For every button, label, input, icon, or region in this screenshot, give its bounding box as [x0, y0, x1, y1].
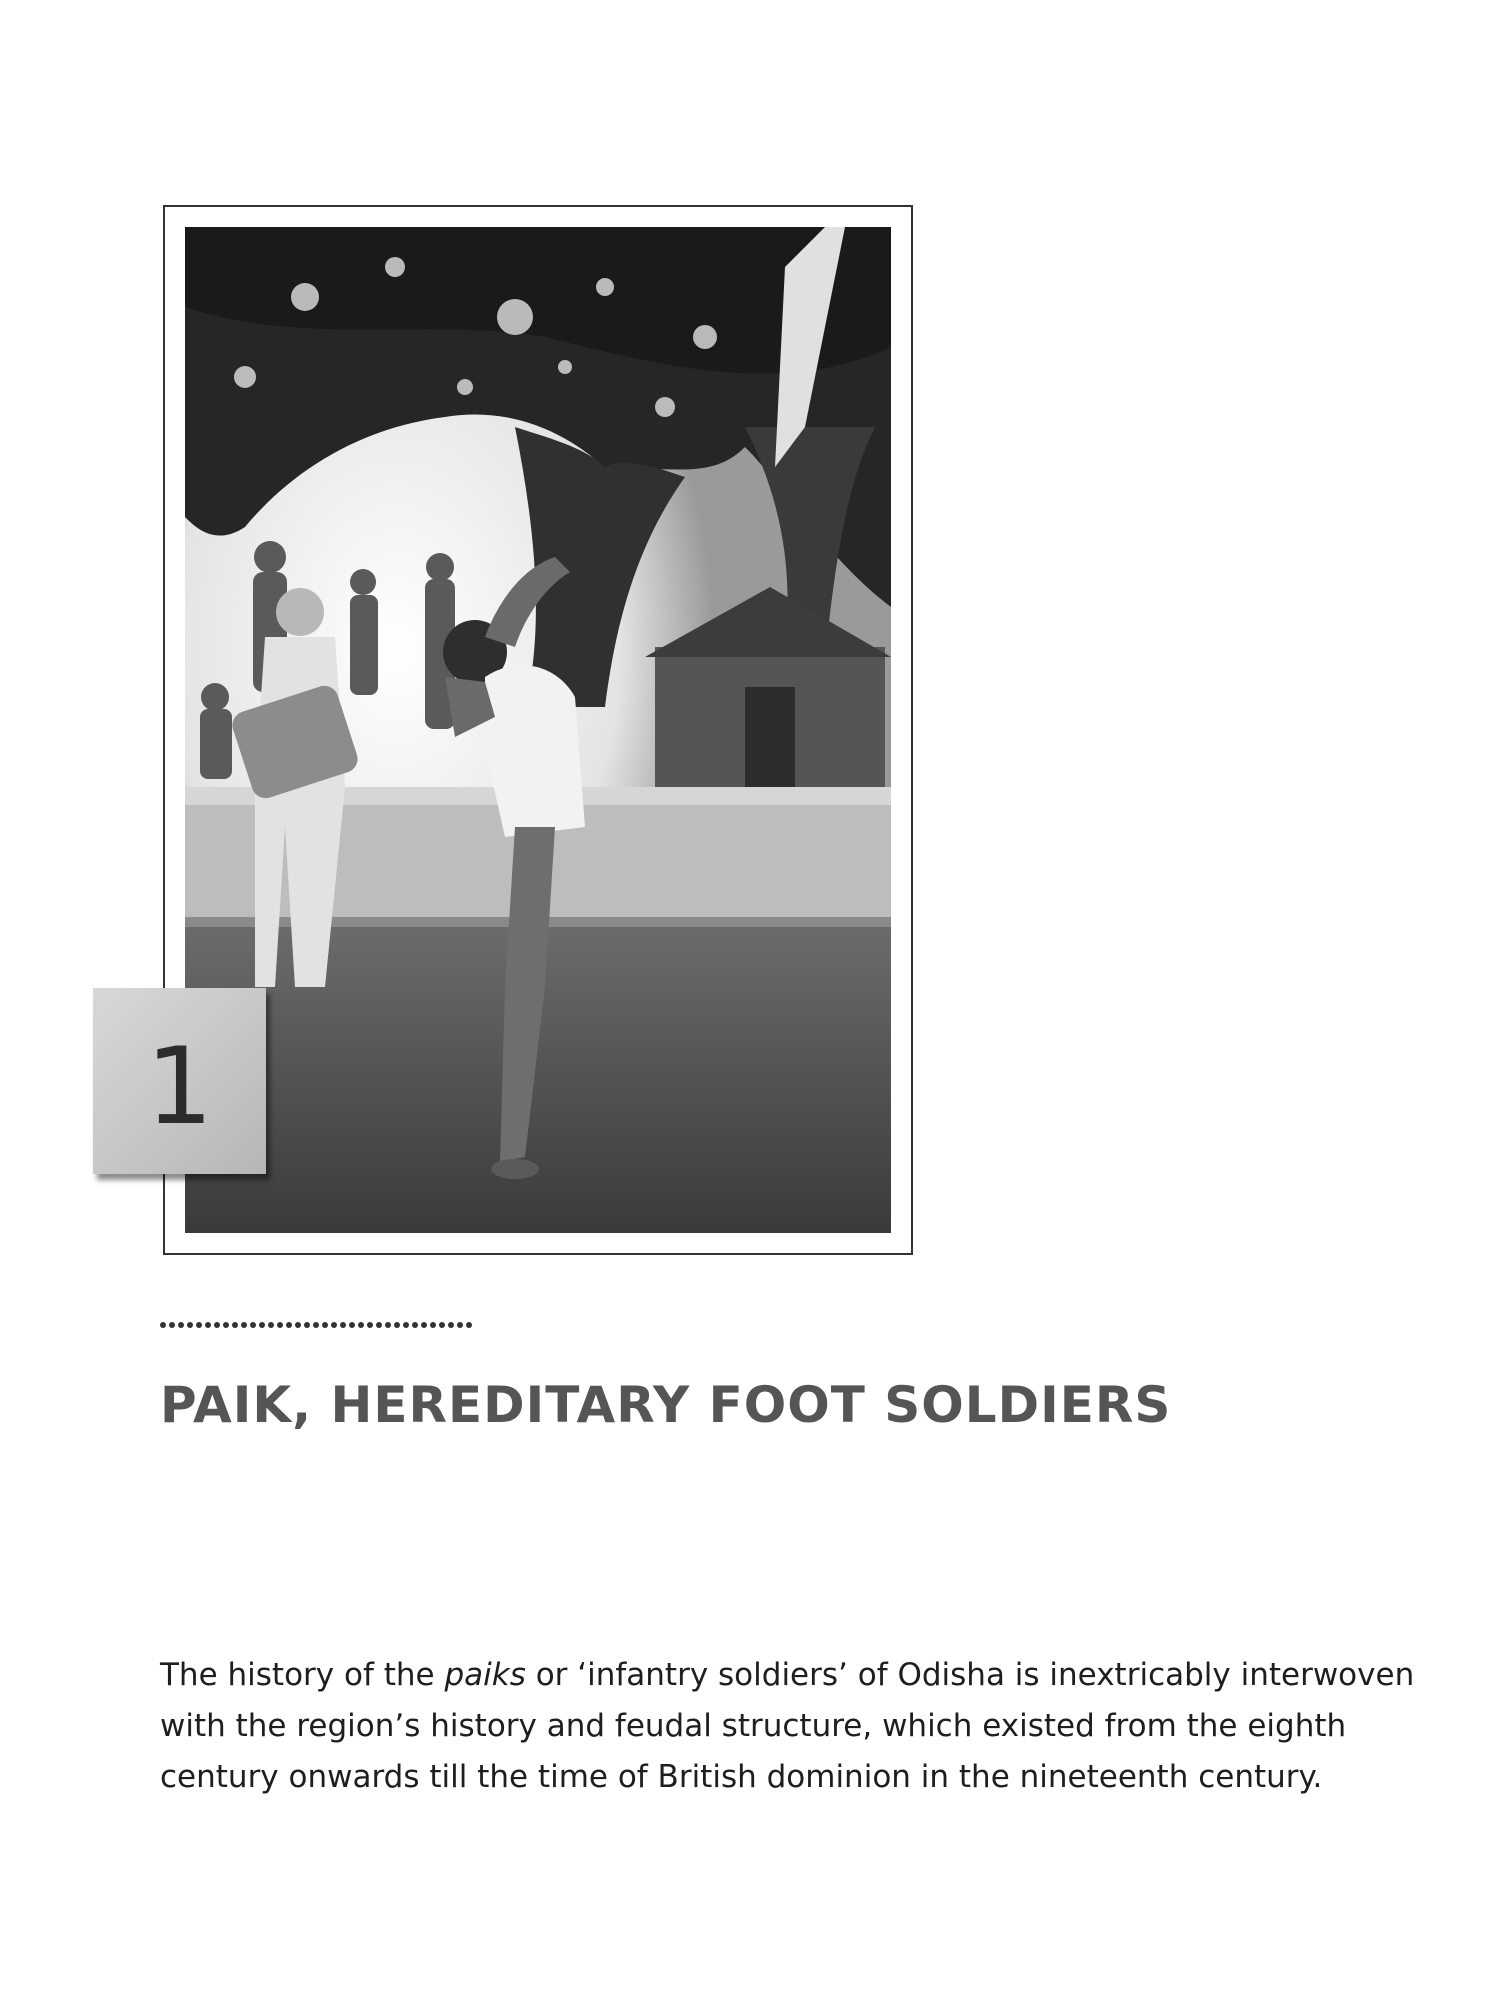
body-text-part1: The history of the: [160, 1657, 445, 1693]
body-text-part2: or ‘infantry soldiers’ of Odisha is inextricably interwoven with the region’s history and feudal structure, which existed from the eighth century onwards till the time of British dominion in the nineteenth century.: [160, 1657, 1415, 1795]
photo-illustration: [185, 227, 891, 1233]
chapter-photograph: [185, 227, 891, 1233]
body-paragraph: [160, 1650, 1420, 1803]
dotted-divider: [160, 1322, 480, 1332]
photo-frame: [163, 205, 913, 1255]
chapter-number-badge: 1: [93, 988, 266, 1174]
chapter-title: PAIK, HEREDITARY FOOT SOLDIERS: [160, 1376, 1172, 1434]
body-text-emphasis: paiks: [444, 1657, 526, 1693]
